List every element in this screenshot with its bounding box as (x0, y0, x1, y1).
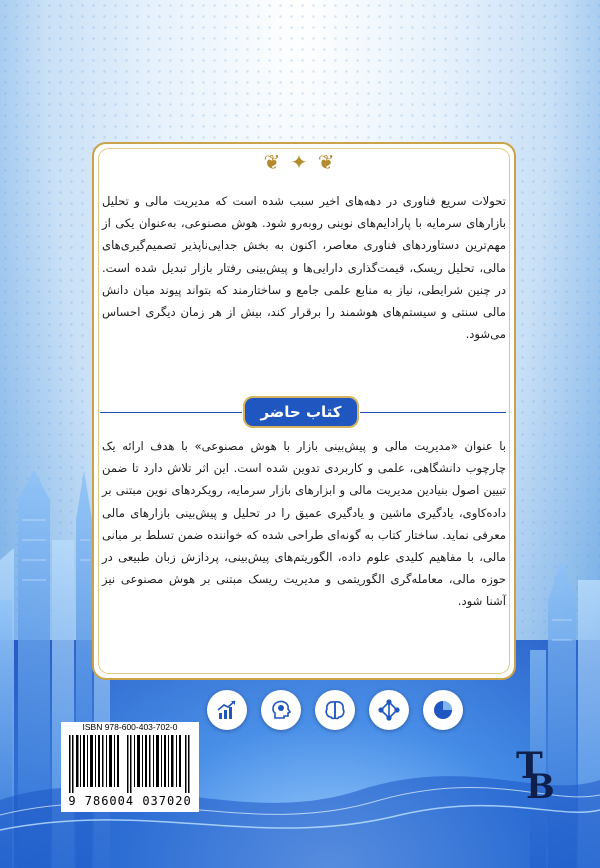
publisher-logo (512, 738, 556, 804)
isbn-barcode (61, 722, 199, 812)
svg-text:B: B (526, 767, 555, 804)
isbn-label: ISBN 978-600-403-702-0 (82, 722, 178, 732)
growth-chart-icon (207, 690, 247, 730)
pie-chart-icon (423, 690, 463, 730)
barcode-bars (69, 735, 191, 793)
book-paragraph: با عنوان «مدیریت مالی و پیش‌بینی بازار با هوش مصنوعی» با هدف ارائه یک چارچوب دانشگاهی، علمی و کاربردی تدوین شده است. این اثر تلاش دارد تا ضمن تبیین اصول بنیادین مدیریت مالی و ابزارهای بازار سرمایه، رویکردهای نوین مبتنی بر داده‌کاوی، یادگیری ماشین و یادگیری عمیق را در تحلیل و پیش‌بینی بازارهای مالی معرفی نماید. ساختار کتاب به گونه‌ای طراحی شده که خواننده ضمن تسلط بر مبانی مالی، با مفاهیم کلیدی علوم داده، الگوریتم‌های پیش‌بینی، پردازش زبان طبیعی در حوزه مالی، معامله‌گری الگوریتمی و مدیریت ریسک مبتنی بر هوش مصنوعی نیز آشنا شود. (102, 439, 506, 609)
barcode-digits: 9 786004 037020 (68, 794, 192, 808)
svg-text:T: T (516, 745, 543, 787)
ornament-icon: ❦ ✦ ❦ (263, 150, 337, 174)
feature-icons-row (205, 690, 475, 734)
ai-head-icon (261, 690, 301, 730)
section-banner: کتاب حاضر (245, 398, 357, 426)
intro-paragraph: تحولات سریع فناوری در دهه‌های اخیر سبب شده است که مدیریت مالی و تحلیل بازارهای سرمایه با پارادایم‌های نوینی روبه‌رو شود. هوش مصنوعی، به‌عنوان یکی از مهم‌ترین دستاوردهای فناوری معاصر، اکنون به بخش جدایی‌ناپذیر تصمیم‌گیری‌های مالی، تحلیل ریسک، قیمت‌گذاری دارایی‌ها و پیش‌بینی رفتار بازار تبدیل شده است. در چنین شرایطی، نیاز به منابع علمی جامع و ساختارمند که بتواند پیوند میان دانش مالی سنتی و سیستم‌های هوشمند را برقرار کند، بیش از هر زمان دیگری احساس می‌شود. (102, 194, 506, 342)
banner-divider-left (100, 412, 242, 413)
banner-divider-right (360, 412, 506, 413)
network-icon (369, 690, 409, 730)
brain-icon (315, 690, 355, 730)
